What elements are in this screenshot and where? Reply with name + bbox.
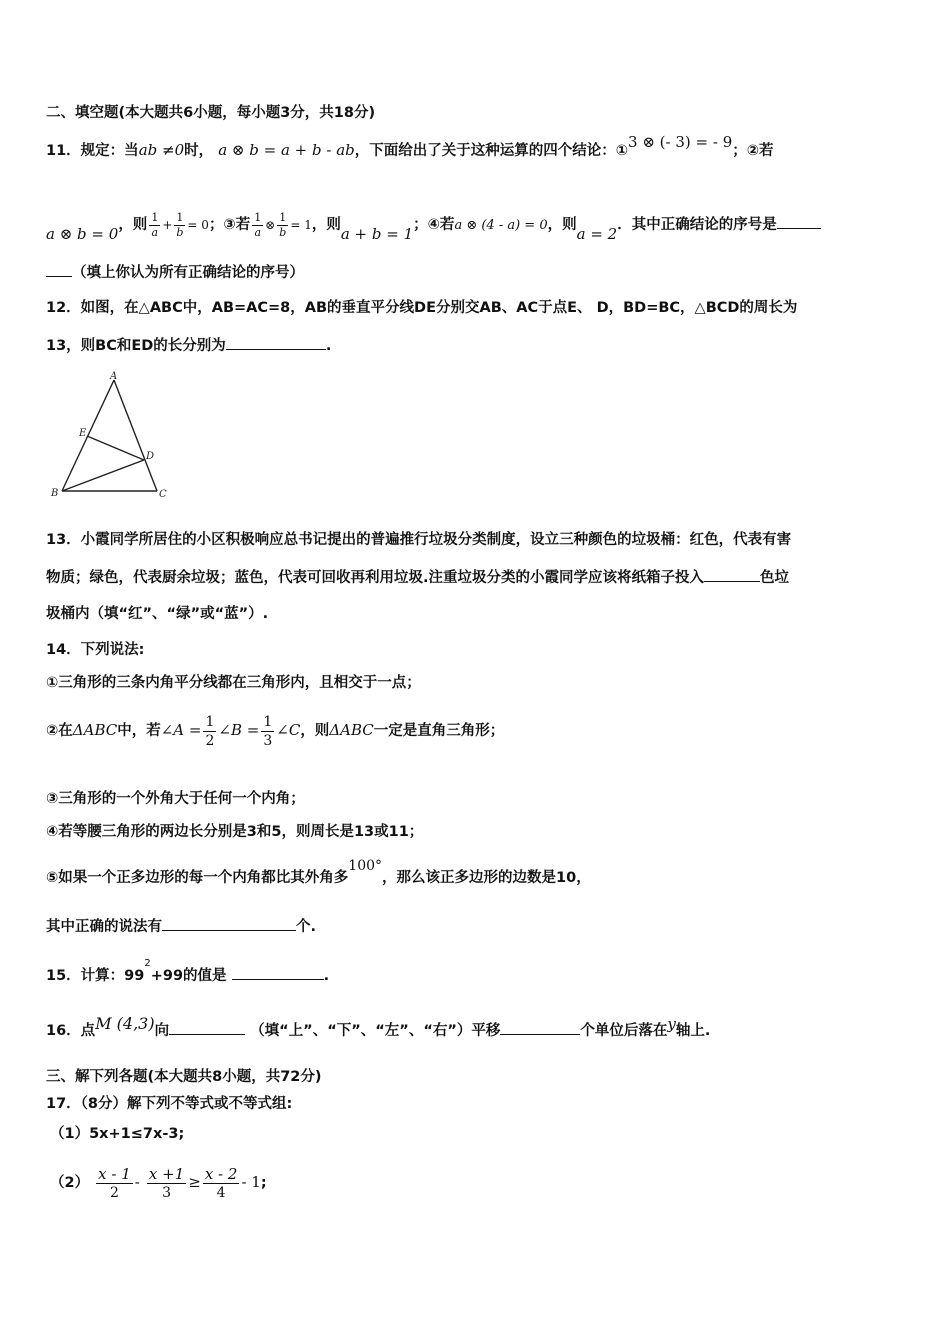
degree-value: 100°	[348, 858, 383, 874]
q11-text: ；③若	[208, 217, 251, 233]
q17-text: ;	[260, 1175, 267, 1191]
answer-blank[interactable]	[704, 567, 760, 582]
answer-blank[interactable]	[169, 1020, 245, 1035]
q11-text: ，下面给出了关于这种运算的四个结论：①	[354, 143, 629, 159]
q14-statement5	[46, 858, 591, 888]
q14-statement3: ③三角形的一个外角大于任何一个内角；	[46, 791, 305, 807]
q14-text: 个.	[296, 919, 317, 935]
q11-text: 11．规定：当	[46, 143, 139, 159]
q14-text: ②在	[46, 723, 73, 739]
label-a: A	[110, 371, 118, 382]
q15-text: 15．计算：99	[46, 967, 145, 984]
q11-line3	[46, 262, 304, 283]
q14-conclusion	[46, 916, 316, 937]
section2-header: 二、填空题(本大题共6小题，每小题3分，共18分)	[46, 105, 376, 121]
answer-blank[interactable]	[46, 262, 72, 277]
equals-zero: = 0	[187, 218, 209, 232]
section3-header: 三、解下列各题(本大题共8小题，共72分)	[46, 1069, 322, 1085]
q12-line2	[46, 335, 331, 356]
q16	[46, 1014, 711, 1041]
q15-text: .	[323, 967, 330, 984]
label-c: C	[159, 489, 167, 500]
label-d: D	[146, 451, 155, 462]
q15-text: +99的值是	[150, 967, 227, 984]
q14-statement4: ④若等腰三角形的两边长分别是3和5，则周长是13或11；	[46, 824, 424, 840]
side-ac	[114, 380, 157, 491]
q17-part1: （1）5x+1≤7x-3;	[50, 1126, 185, 1142]
q12-line1: 12．如图，在△ABC中，AB=AC=8，AB的垂直平分线DE分别交AB、AC于点E、 D，BD=BC，△BCD的周长为	[46, 300, 798, 316]
q13-line2	[46, 567, 789, 588]
triangle-abc: ΔABC	[72, 721, 118, 739]
answer-blank[interactable]	[232, 965, 324, 980]
q11-line1	[46, 133, 774, 161]
angle-a: ∠A =	[160, 721, 202, 739]
geq-sign: ≥	[188, 1173, 201, 1191]
y-axis-var: y	[667, 1015, 676, 1033]
q11-conclusion2-cond: a ⊗ b = 0	[46, 225, 119, 243]
fraction: $\frac{1}{b}$	[279, 210, 287, 239]
q14-text: 中，若	[117, 723, 161, 739]
plus-sign: +	[162, 218, 173, 232]
q14-text: 其中正确的说法有	[46, 919, 162, 935]
q14-statement1: ①三角形的三条内角平分线都在三角形内，且相交于一点；	[46, 675, 421, 691]
q11-text: ，则	[118, 217, 148, 233]
equals-one: = 1	[290, 218, 312, 232]
otimes-sign: ⊗	[265, 218, 276, 232]
angle-b: ∠B =	[218, 721, 260, 739]
q14-text: ⑤如果一个正多边形的每一个内角都比其外角多	[46, 870, 349, 886]
q16-text: （填“上”、“下”、“左”、“右”）平移	[250, 1023, 501, 1039]
fraction-half: $\frac{1}{2}$	[205, 713, 215, 749]
q11-text: ，则	[311, 217, 341, 233]
q14-statement2	[46, 710, 504, 751]
q16-text: 向	[154, 1023, 170, 1039]
q11-definition: a ⊗ b = a + b - ab	[218, 141, 355, 159]
q13-line3: 圾桶内（填“红”、“绿”或“蓝”）.	[46, 606, 269, 622]
q16-text: 16．点	[46, 1023, 96, 1039]
q13-line1: 13．小霞同学所居住的小区积极响应总书记提出的普遍推行垃圾分类制度，设立三种颜色的垃圾桶：红色，代表有害	[46, 532, 792, 548]
q11-text: 时，	[184, 143, 214, 159]
q16-text: 轴上.	[675, 1023, 711, 1039]
q13-text: 物质；绿色，代表厨余垃圾；蓝色，代表可回收再利用垃圾.注重垃圾分类的小霞同学应该将纸箱子投入	[46, 570, 705, 586]
q17-part2	[50, 1160, 267, 1205]
exponent: 2	[144, 958, 151, 969]
q11-text: ；②若	[732, 143, 774, 159]
q13-text: 色垃	[760, 570, 790, 586]
fraction: $\frac{x - 2}{4}$	[204, 1164, 238, 1201]
answer-blank[interactable]	[500, 1020, 580, 1035]
answer-blank[interactable]	[777, 214, 821, 229]
minus-one: - 1	[241, 1173, 261, 1191]
q11-text: （填上你认为所有正确结论的序号）	[72, 265, 304, 281]
q11-conclusion1: 3 ⊗ (- 3) = - 9	[628, 133, 733, 151]
q14-text: ，那么该正多边形的边数是10，	[382, 870, 591, 886]
q17-title: 17．（8分）解下列不等式或不等式组:	[46, 1096, 293, 1112]
fraction: $\frac{x +1}{3}$	[148, 1164, 185, 1201]
q11-conclusion3-result: a + b = 1	[340, 225, 414, 243]
q11-conclusion4-result: a = 2	[576, 225, 618, 243]
q14-text: ，则	[300, 723, 330, 739]
point-m: M (4,3)	[95, 1014, 155, 1033]
fraction: $\frac{1}{b}$	[176, 210, 184, 239]
q11-line2	[46, 206, 821, 244]
q11-text: ；④若	[413, 217, 455, 233]
q11-text: ．其中正确结论的序号是	[617, 217, 777, 233]
fraction: $\frac{x - 1}{2}$	[98, 1164, 131, 1201]
triangle-figure	[46, 370, 176, 505]
label-e: E	[79, 428, 87, 439]
segment-ed	[87, 436, 144, 460]
answer-blank[interactable]	[226, 335, 326, 350]
q11-text: ，则	[547, 217, 577, 233]
q14-text: 一定是直角三角形；	[373, 723, 505, 739]
q12-text: .	[325, 338, 332, 354]
label-b: B	[51, 488, 59, 499]
fraction: $\frac{1}{a}$	[151, 210, 159, 239]
triangle-abc: ΔABC	[329, 721, 374, 739]
angle-c: ∠C	[276, 721, 301, 739]
q14-title: 14．下列说法:	[46, 642, 145, 658]
fraction-third: $\frac{1}{3}$	[263, 713, 273, 749]
q17-text: （2）	[50, 1175, 90, 1191]
q16-text: 个单位后落在	[580, 1023, 668, 1039]
q11-condition: ab ≠0	[138, 141, 185, 159]
q15	[46, 958, 330, 986]
minus-sign: -	[134, 1173, 140, 1191]
answer-blank[interactable]	[162, 916, 296, 931]
fraction: $\frac{1}{a}$	[254, 210, 262, 239]
q12-text: 13，则BC和ED的长分别为	[46, 338, 226, 354]
q11-conclusion4-cond: a ⊗ (4 - a) = 0	[454, 218, 548, 233]
